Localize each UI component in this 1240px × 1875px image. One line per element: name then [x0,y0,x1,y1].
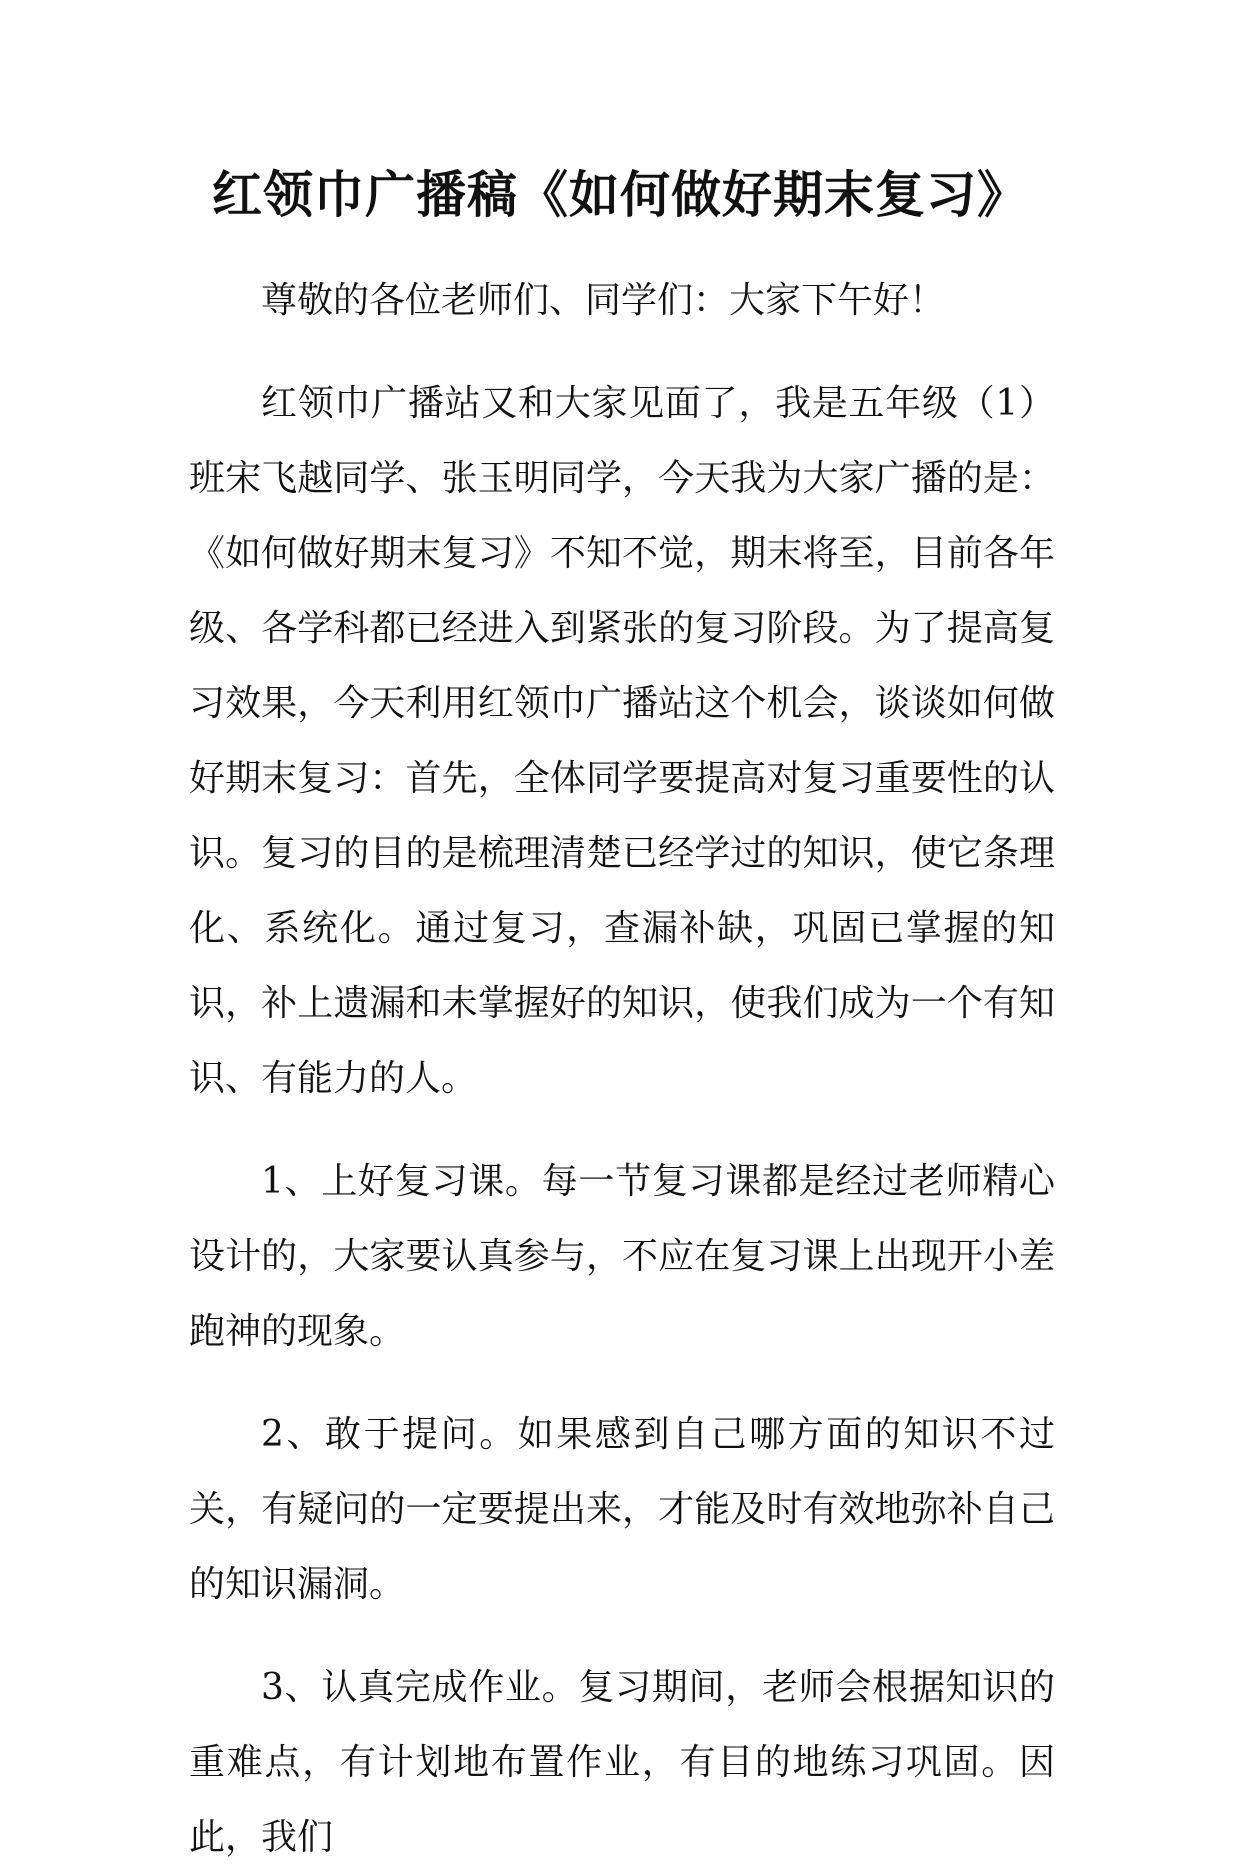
document-body [189,263,1055,1875]
paragraph-point-3: 3、认真完成作业。复习期间，老师会根据知识的重难点，有计划地布置作业，有目的地练习巩固。因此，我们 [189,1667,1055,1858]
paragraph-point-1: 1、上好复习课。每一节复习课都是经过老师精心设计的，大家要认真参与，不应在复习课上出现开小差跑神的现象。 [189,1161,1055,1352]
paragraph-point-2: 2、敢于提问。如果感到自己哪方面的知识不过关，有疑问的一定要提出来，才能及时有效地弥补自己的知识漏洞。 [189,1414,1055,1605]
document-title: 红领巾广播稿《如何做好期末复习》 [212,165,1028,224]
paragraph-intro: 红领巾广播站又和大家见面了，我是五年级（1）班宋飞越同学、张玉明同学，今天我为大家广播的是：《如何做好期末复习》不知不觉，期末将至，目前各年级、各学科都已经进入到紧张的复习阶段。为了提高复习效果，今天利用红领巾广播站这个机会，谈谈如何做好期末复习：首先，全体同学要提高对复习重要性的认识。复习的目的是梳理清楚已经学过的知识，使它条理化、系统化。通过复习，查漏补缺，巩固已掌握的知识，补上遗漏和未掌握好的知识，使我们成为一个有知识、有能力的人。 [189,383,1055,1099]
paragraph-greeting: 尊敬的各位老师们、同学们：大家下午好！ [261,280,946,321]
